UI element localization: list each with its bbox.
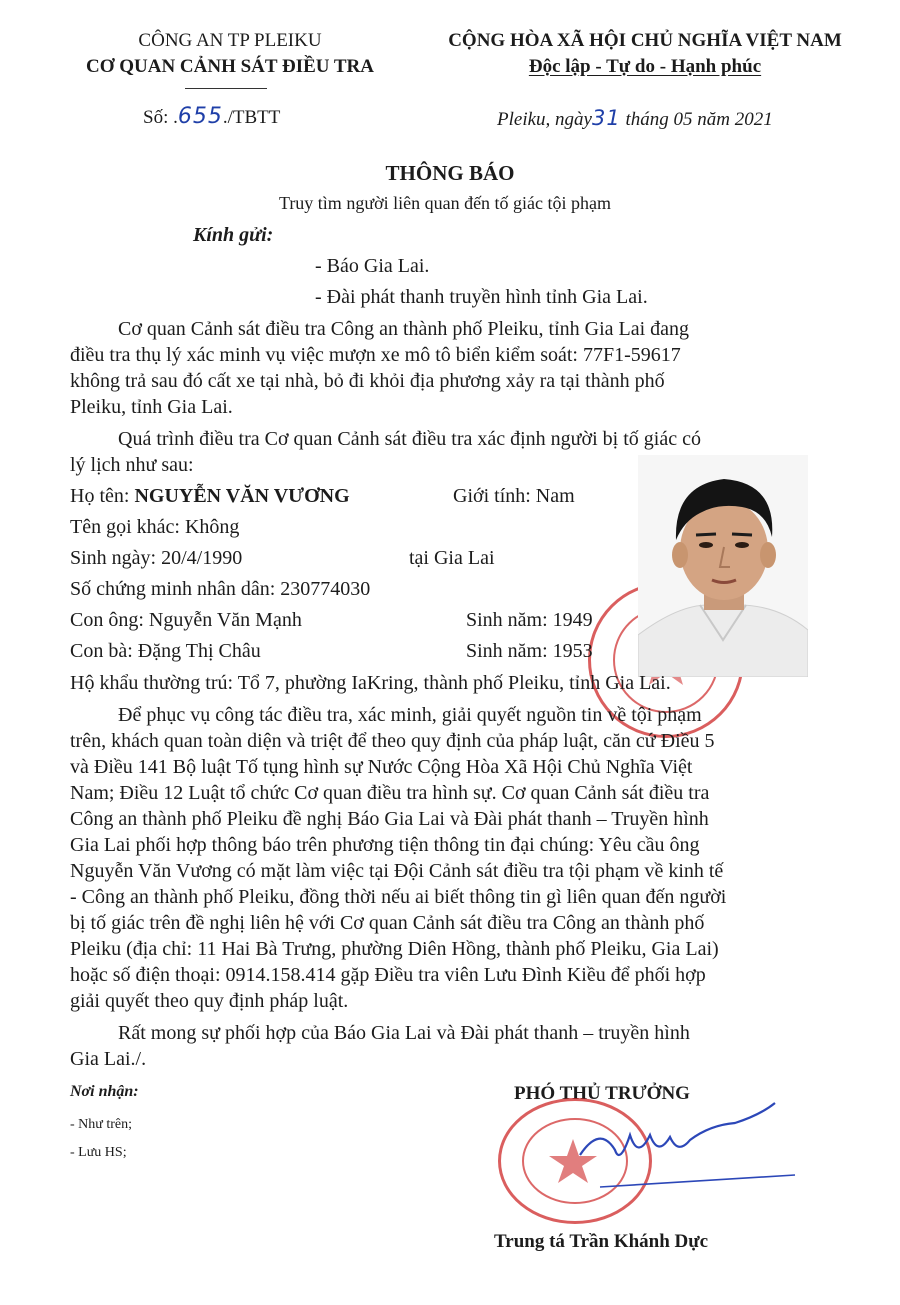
profile-father: Con ông: Nguyễn Văn Mạnh bbox=[70, 609, 302, 631]
recipient-item: - Đài phát thanh truyền hình tỉnh Gia Lai. bbox=[315, 286, 648, 308]
profile-residence: Hộ khẩu thường trú: Tổ 7, phường IaKring, thành phố Pleiku, tỉnh Gia Lai. bbox=[70, 672, 671, 694]
handwritten-number: 655 bbox=[177, 104, 223, 129]
para3-line: - Công an thành phố Pleiku, đồng thời nếu ai biết thông tin gì liên quan đến người bbox=[70, 886, 727, 908]
para4-line: Gia Lai./. bbox=[70, 1048, 147, 1070]
para3-line: trên, khách quan toàn diện và triệt để theo quy định của pháp luật, căn cứ Điều 5 bbox=[70, 730, 715, 752]
suspect-photo bbox=[638, 455, 808, 677]
recipient-item: - Báo Gia Lai. bbox=[315, 255, 430, 277]
profile-father-year: Sinh năm: 1949 bbox=[466, 609, 593, 631]
para1-line: không trả sau đó cất xe tại nhà, bỏ đi khỏi địa phương xảy ra tại thành phố bbox=[70, 370, 665, 392]
para3-line: Để phục vụ công tác điều tra, xác minh, giải quyết nguồn tin về tội phạm bbox=[118, 704, 702, 726]
receivers-label: Nơi nhận: bbox=[70, 1083, 139, 1100]
para3-line: Pleiku (địa chỉ: 11 Hai Bà Trưng, phường Diên Hồng, thành phố Pleiku, Gia Lai) bbox=[70, 938, 719, 960]
profile-pob: tại Gia Lai bbox=[409, 547, 495, 569]
para3-line: Gia Lai phối hợp thông báo trên phương tiện thông tin đại chúng: Yêu cầu ông bbox=[70, 834, 700, 856]
para3-line: hoặc số điện thoại: 0914.158.414 gặp Điều tra viên Lưu Đình Kiều để phối hợp bbox=[70, 964, 706, 986]
date-line: Pleiku, ngày31 tháng 05 năm 2021 bbox=[497, 106, 773, 130]
para2-line: Quá trình điều tra Cơ quan Cảnh sát điều tra xác định người bị tố giác có bbox=[118, 428, 701, 450]
para2-line: lý lịch như sau: bbox=[70, 454, 194, 476]
profile-gender: Giới tính: Nam bbox=[453, 485, 575, 507]
profile-mother-year: Sinh năm: 1953 bbox=[466, 640, 593, 662]
para3-line: Nguyễn Văn Vương có mặt làm việc tại Đội Cảnh sát điều tra tội phạm về kinh tế bbox=[70, 860, 724, 882]
national-title: CỘNG HÒA XÃ HỘI CHỦ NGHĨA VIỆT NAM bbox=[448, 30, 842, 51]
profile-dob: Sinh ngày: 20/4/1990 bbox=[70, 547, 243, 569]
document-subtitle: Truy tìm người liên quan đến tố giác tội phạm bbox=[278, 193, 612, 213]
para1-line: Cơ quan Cảnh sát điều tra Công an thành phố Pleiku, tỉnh Gia Lai đang bbox=[118, 318, 690, 340]
salutation: Kính gửi: bbox=[193, 224, 274, 246]
para1-line: Pleiku, tỉnh Gia Lai. bbox=[70, 396, 233, 418]
agency-name-line1: CÔNG AN TP PLEIKU bbox=[138, 30, 322, 51]
profile-mother: Con bà: Đặng Thị Châu bbox=[70, 640, 261, 662]
profile-name: Họ tên: NGUYỄN VĂN VƯƠNG bbox=[70, 485, 350, 507]
agency-name-line2: CƠ QUAN CẢNH SÁT ĐIỀU TRA bbox=[85, 56, 375, 77]
receiver-item: - Lưu HS; bbox=[70, 1145, 127, 1160]
handwritten-day: 31 bbox=[591, 106, 621, 130]
para3-line: Công an thành phố Pleiku đề nghị Báo Gia Lai và Đài phát thanh – Truyền hình bbox=[70, 808, 709, 830]
para3-line: Nam; Điều 12 Luật tổ chức Cơ quan điều tra hình sự. Cơ quan Cảnh sát điều tra bbox=[70, 782, 710, 804]
document-title: THÔNG BÁO bbox=[385, 161, 515, 185]
profile-id-number: Số chứng minh nhân dân: 230774030 bbox=[70, 578, 371, 600]
para3-line: và Điều 141 Bộ luật Tố tụng hình sự Nước Cộng Hòa Xã Hội Chủ Nghĩa Việt bbox=[70, 756, 693, 778]
national-motto: Độc lập - Tự do - Hạnh phúc bbox=[528, 56, 762, 77]
header-divider bbox=[185, 88, 267, 89]
handwritten-signature bbox=[560, 1095, 800, 1205]
para4-line: Rất mong sự phối hợp của Báo Gia Lai và Đài phát thanh – truyền hình bbox=[118, 1022, 690, 1044]
signer-name: Trung tá Trần Khánh Dực bbox=[494, 1231, 709, 1252]
signature-title: PHÓ THỦ TRƯỞNG bbox=[514, 1083, 690, 1104]
para3-line: bị tố giác trên đề nghị liên hệ với Cơ quan Cảnh sát điều tra Công an thành phố bbox=[70, 912, 705, 934]
receiver-item: - Như trên; bbox=[70, 1117, 133, 1132]
profile-alias: Tên gọi khác: Không bbox=[70, 516, 240, 538]
para3-line: giải quyết theo quy định pháp luật. bbox=[70, 990, 349, 1012]
document-number: Số: .655./TBTT bbox=[143, 104, 281, 129]
para1-line: điều tra thụ lý xác minh vụ việc mượn xe mô tô biển kiểm soát: 77F1-59617 bbox=[70, 344, 681, 366]
